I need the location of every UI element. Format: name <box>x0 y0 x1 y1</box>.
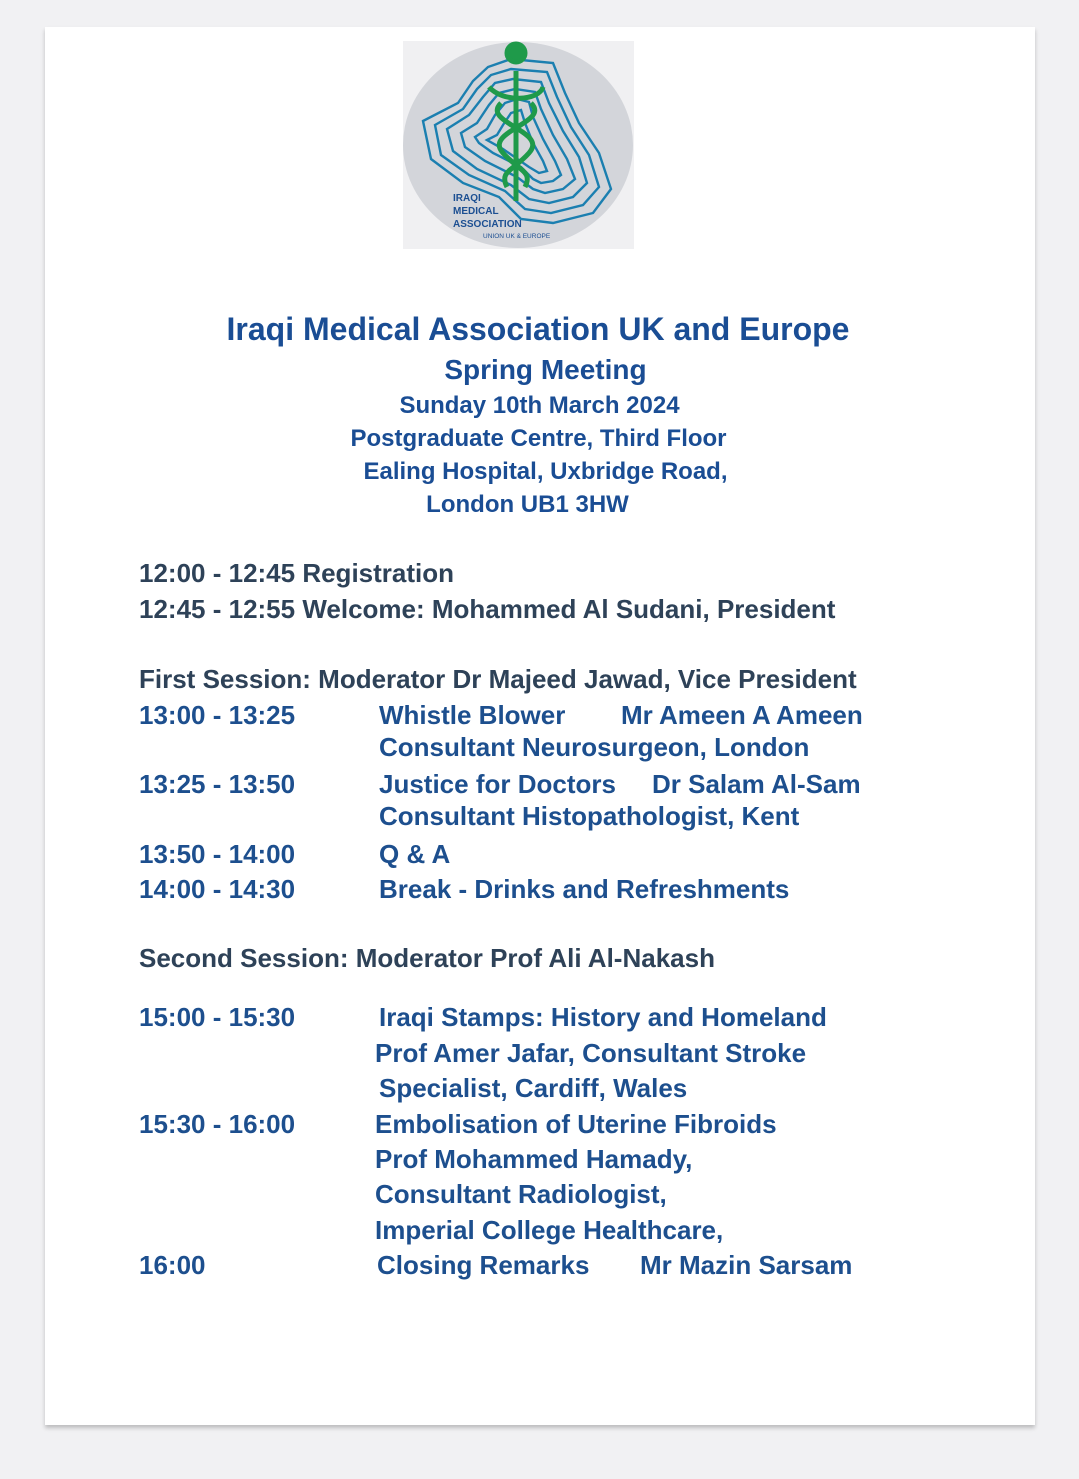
s2-item3-time: 16:00 <box>139 1250 206 1280</box>
session-2-heading: Second Session: Moderator Prof Ali Al-Nakash <box>139 943 715 973</box>
logo-text-line3: ASSOCIATION <box>453 219 522 230</box>
s2-item3-speaker: Mr Mazin Sarsam <box>640 1250 853 1280</box>
s1-item2-detail: Consultant Histopathologist, Kent <box>379 801 800 831</box>
s2-item1-title: Iraqi Stamps: History and Homeland <box>379 1002 827 1032</box>
s2-item1-time: 15:00 - 15:30 <box>139 1002 296 1032</box>
session-1-heading: First Session: Moderator Dr Majeed Jawad, Vice President <box>139 664 857 694</box>
meeting-name: Spring Meeting <box>444 354 647 385</box>
s1-item3-time: 13:50 - 14:00 <box>139 839 296 869</box>
s2-item1-line2: Prof Amer Jafar, Consultant Stroke <box>375 1038 807 1068</box>
association-logo <box>403 41 634 249</box>
logo-text-line1: IRAQI <box>453 193 481 204</box>
venue-line-3: London UB1 3HW <box>426 491 629 518</box>
logo-text-line4: UNION UK & EUROPE <box>483 233 551 240</box>
s2-item2-line2: Prof Mohammed Hamady, <box>375 1144 693 1174</box>
venue-line-2: Ealing Hospital, Uxbridge Road, <box>363 458 728 485</box>
venue-line-1: Postgraduate Centre, Third Floor <box>350 425 727 452</box>
meeting-date: Sunday 10th March 2024 <box>399 392 680 419</box>
s1-item2-speaker: Dr Salam Al-Sam <box>652 769 861 799</box>
registration-line: 12:00 - 12:45 Registration <box>139 558 455 588</box>
logo-text-line2: MEDICAL <box>453 206 499 217</box>
s1-item1-detail: Consultant Neurosurgeon, London <box>379 732 810 762</box>
s1-item3-title: Q & A <box>379 839 451 869</box>
s1-item2-title: Justice for Doctors <box>379 769 616 799</box>
s1-item4-time: 14:00 - 14:30 <box>139 874 296 904</box>
page-title: Iraqi Medical Association UK and Europe <box>226 311 850 347</box>
s1-item2-time: 13:25 - 13:50 <box>139 769 296 799</box>
s2-item3-title: Closing Remarks <box>377 1250 590 1280</box>
s1-item1-speaker: Mr Ameen A Ameen <box>621 700 863 730</box>
s2-item2-line4: Imperial College Healthcare, <box>375 1215 724 1245</box>
s1-item1-time: 13:00 - 13:25 <box>139 700 296 730</box>
s1-item1-title: Whistle Blower <box>379 700 566 730</box>
welcome-line: 12:45 - 12:55 Welcome: Mohammed Al Sudani, President <box>139 594 836 624</box>
s2-item2-time: 15:30 - 16:00 <box>139 1109 296 1139</box>
s2-item2-line3: Consultant Radiologist, <box>375 1179 667 1209</box>
s2-item1-line3: Specialist, Cardiff, Wales <box>379 1073 688 1103</box>
s1-item4-title: Break - Drinks and Refreshments <box>379 874 790 904</box>
s2-item2-title: Embolisation of Uterine Fibroids <box>375 1109 777 1139</box>
